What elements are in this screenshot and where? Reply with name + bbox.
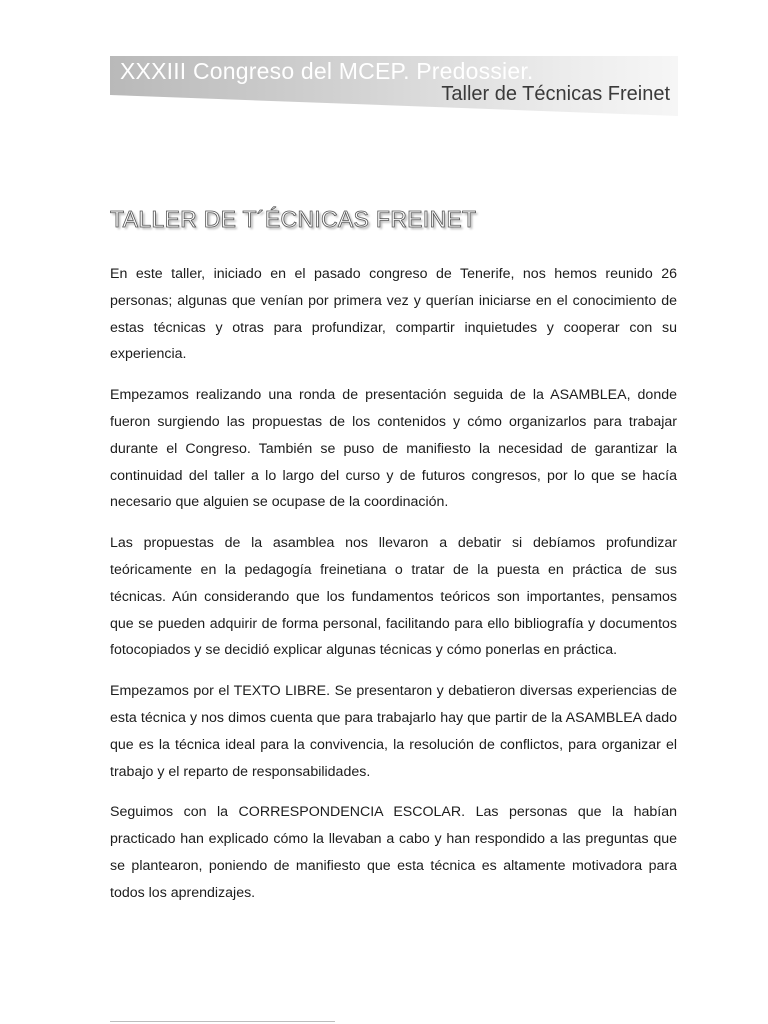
paragraph: Seguimos con la CORRESPONDENCIA ESCOLAR. Las personas que la habían practicado han explicado cómo la llevaban a cabo y han respondido a las preguntas que se plantearon, poniendo de manifiesto que esta técnica es altamente motivadora para todos los aprendizajes. <box>110 804 677 901</box>
paragraph: Las propuestas de la asamblea nos llevaron a debatir si debíamos profundizar teóricamente en la pedagogía freinetiana o tratar de la puesta en práctica de sus técnicas. Aún considerando que los fundamentos teóricos son importantes, pensamos que se pueden adquirir de forma personal, facilitando para ello bibliografía y documentos fotocopiados y se decidió explicar algunas técnicas y cómo ponerlas en práctica. <box>110 535 677 659</box>
footer-rule <box>110 1021 335 1022</box>
header-subtitle: Taller de Técnicas Freinet <box>441 83 670 105</box>
paragraph: En este taller, iniciado en el pasado congreso de Tenerife, nos hemos reunido 26 personas; algunas que venían por primera vez y querían iniciarse en el conocimiento de estas técnicas y otras para profundizar, compartir inquietudes y cooperar con su experiencia. <box>110 266 677 363</box>
header-title: XXXIII Congreso del MCEP. Predossier. <box>120 58 534 84</box>
document-body <box>110 261 677 921</box>
paragraph: Empezamos por el TEXTO LIBRE. Se presentaron y debatieron diversas experiencias de esta técnica y nos dimos cuenta que para trabajarlo hay que partir de la ASAMBLEA dado que es la técnica ideal para la convivencia, la resolución de conflictos, para organizar el trabajo y el reparto de responsabilidades. <box>110 683 677 780</box>
paragraph: Empezamos realizando una ronda de presentación seguida de la ASAMBLEA, donde fueron surgiendo las propuestas de los contenidos y cómo organizarlos para trabajar durante el Congreso. También se puso de manifiesto la necesidad de garantizar la continuidad del taller a lo largo del curso y de futuros congresos, por lo que se hacía necesario que alguien se ocupase de la coordinación. <box>110 387 677 511</box>
page-heading: TALLER DE T´ÉCNICAS FREINET <box>110 206 477 232</box>
